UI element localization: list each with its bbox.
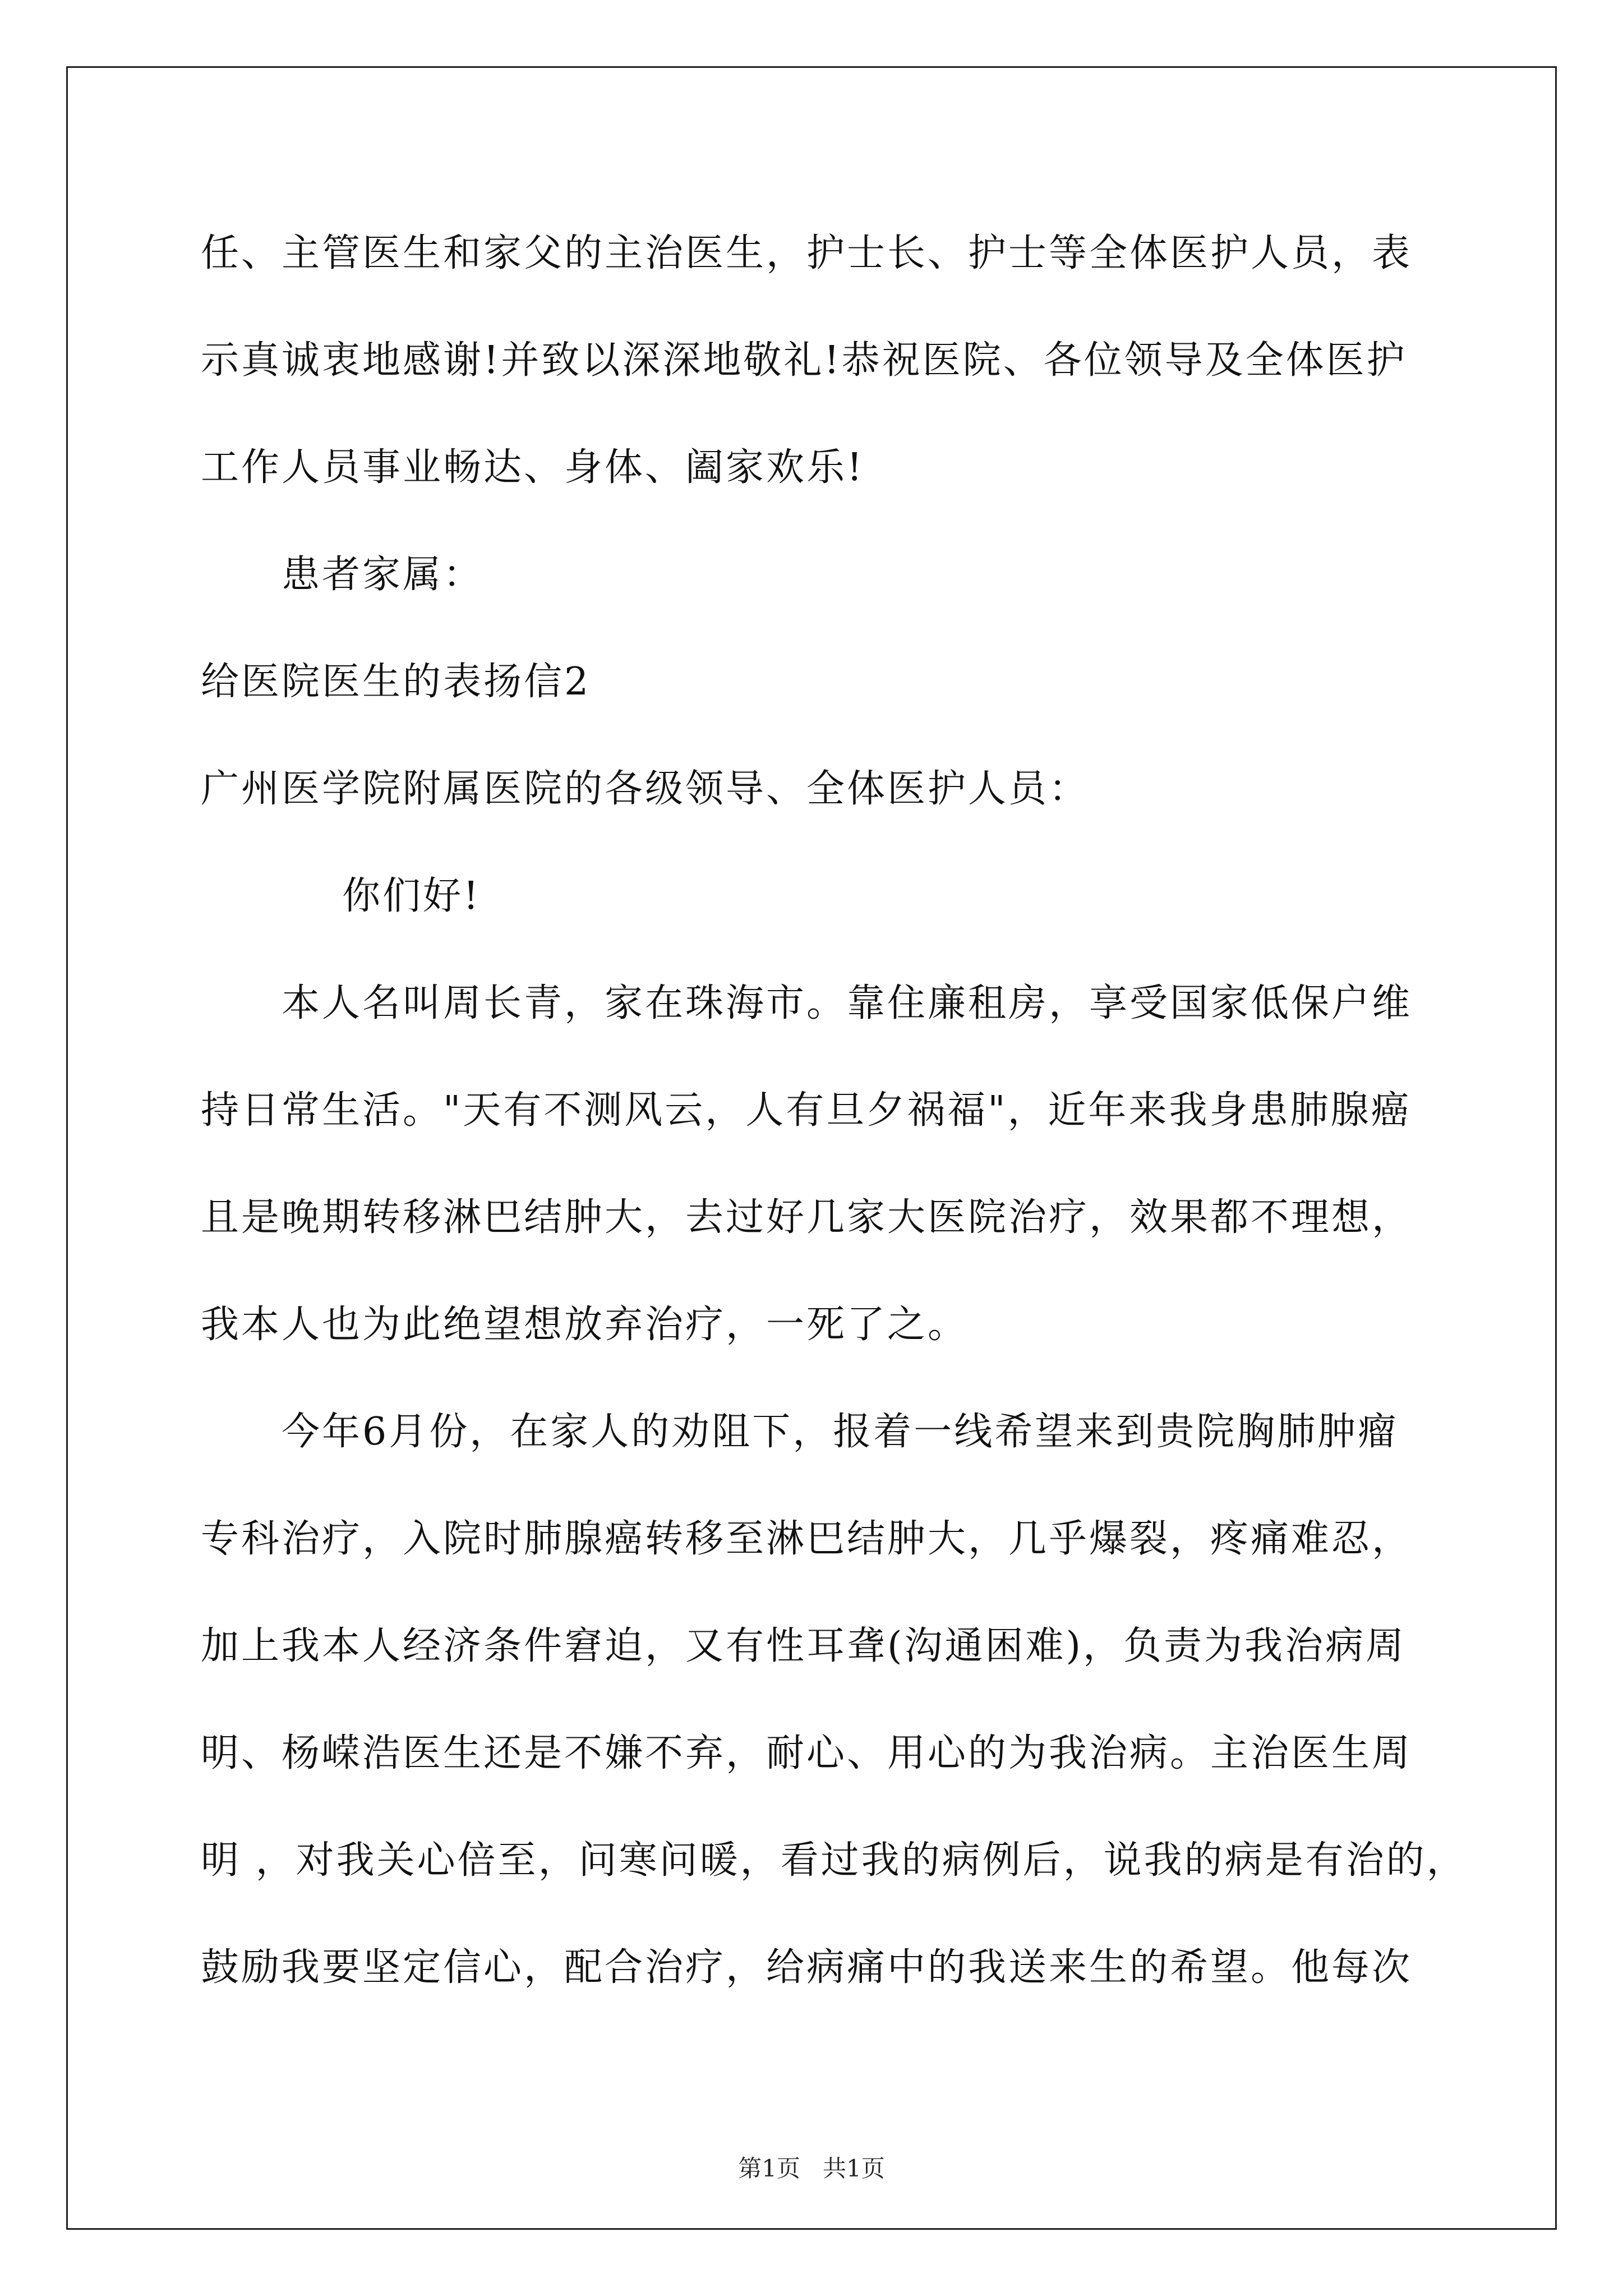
text-line: 且是晚期转移淋巴结肿大，去过好几家大医院治疗，效果都不理想， bbox=[201, 1195, 1413, 1240]
signature-label: 患者家属： bbox=[282, 553, 484, 597]
text-line: 持日常生活。"天有不测风云，人有旦夕祸福"，近年来我身患肺腺癌 bbox=[201, 1088, 1412, 1133]
text-line: 本人名叫周长青，家在珠海市。靠住廉租房，享受国家低保户维 bbox=[282, 981, 1413, 1025]
greeting: 你们好! bbox=[342, 874, 481, 918]
text-line: 我本人也为此绝望想放弃治疗，一死了之。 bbox=[201, 1303, 969, 1347]
text-line: 示真诚衷地感谢!并致以深深地敬礼!恭祝医院、各位领导及全体医护 bbox=[201, 338, 1407, 383]
section-heading: 给医院医生的表扬信2 bbox=[201, 660, 591, 704]
page-border bbox=[66, 66, 1557, 2230]
text-line: 鼓励我要坚定信心，配合治疗，给病痛中的我送来生的希望。他每次 bbox=[201, 1945, 1413, 1990]
text-line: 工作人员事业畅达、身体、阖家欢乐! bbox=[201, 445, 865, 490]
text-line: 加上我本人经济条件窘迫，又有性耳聋(沟通困难)，负责为我治病周 bbox=[201, 1624, 1407, 1668]
text-line: 任、主管医生和家父的主治医生，护士长、护士等全体医护人员，表 bbox=[201, 231, 1413, 275]
text-line: 专科治疗，入院时肺腺癌转移至淋巴结肿大，几乎爆裂，疼痛难忍， bbox=[201, 1517, 1413, 1561]
text-line: 明、杨嵘浩医生还是不嫌不弃，耐心、用心的为我治病。主治医生周 bbox=[201, 1731, 1413, 1775]
page-footer: 第1页 共1页 bbox=[738, 2155, 885, 2182]
text-line: 明 ，对我关心倍至，问寒问暖，看过我的病例后，说我的病是有治的， bbox=[201, 1838, 1467, 1883]
salutation: 广州医学院附属医院的各级领导、全体医护人员： bbox=[201, 767, 1090, 811]
text-line: 今年6月份，在家人的劝阻下，报着一线希望来到贵院胸肺肿瘤 bbox=[282, 1410, 1399, 1454]
